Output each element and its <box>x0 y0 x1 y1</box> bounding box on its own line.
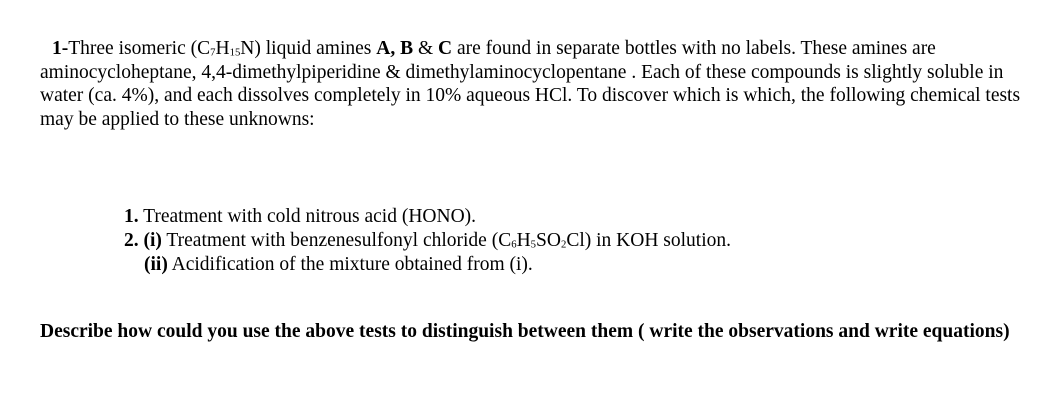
test-2-so: SO <box>536 230 561 251</box>
test-2-h: H <box>516 230 531 251</box>
test-1-text: Treatment with cold nitrous acid (HONO). <box>138 206 477 227</box>
test-2-o-subscript: 2 <box>560 238 567 251</box>
formula-h: H <box>215 38 230 59</box>
test-2-ii-label: (ii) <box>144 254 168 275</box>
test-2-text-post: Cl) in KOH solution. <box>566 230 732 251</box>
test-2-ii <box>124 253 731 277</box>
amine-a-b: A, B <box>376 38 414 59</box>
test-2-c-subscript: 6 <box>511 238 517 251</box>
task-prompt: Describe how could you use the above tests to distinguish between them ( write the observations and write equations) <box>40 321 1010 342</box>
test-2 <box>124 229 731 253</box>
formula-c-subscript: 7 <box>210 46 216 59</box>
question-paragraph <box>40 37 1035 131</box>
amine-c: C <box>438 38 453 59</box>
test-1-number: 1. <box>124 206 139 227</box>
test-2-h-subscript: 5 <box>530 238 537 251</box>
formula-h-subscript: 15 <box>229 46 241 59</box>
question-number: 1- <box>52 38 69 59</box>
test-2-i-label: (i) <box>138 230 162 251</box>
test-1 <box>124 205 731 229</box>
ampersand: & <box>413 38 439 59</box>
test-2-ii-text: Acidification of the mixture obtained from (i). <box>167 254 533 275</box>
intro-pre: Three isomeric (C <box>68 38 211 59</box>
test-2-text-pre: Treatment with benzenesulfonyl chloride (C <box>161 230 512 251</box>
formula-rest: N) liquid amines <box>240 38 377 59</box>
intro-post: are found in separate bottles with no labels. These amines are aminocycloheptane, 4,4-dimethylpiperidine & dimethylaminocyclopentane . Each of these compounds is slightly soluble in water (ca. 4%), and each dissolves completely in 10% aqueous HCl. To discover which is which, the following chemical tests may be applied to these unknowns: <box>40 38 1021 130</box>
test-list <box>124 205 731 277</box>
test-2-number: 2. <box>124 230 139 251</box>
